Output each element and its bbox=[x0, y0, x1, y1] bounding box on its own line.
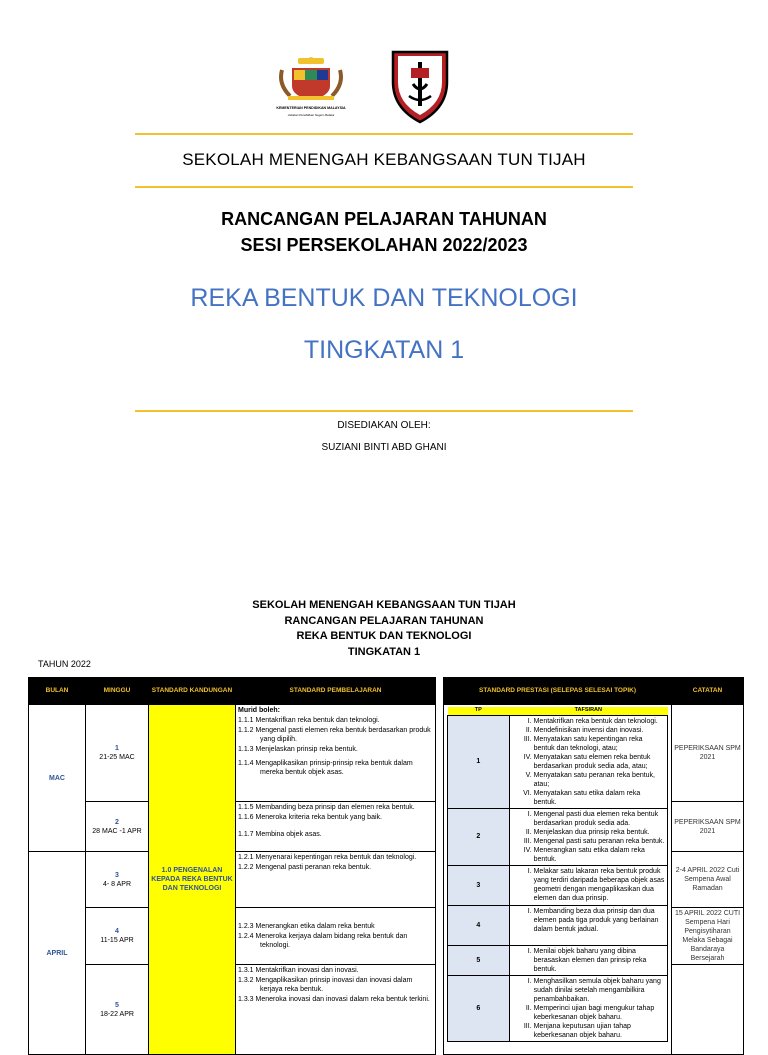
pembelajaran-cell bbox=[236, 705, 436, 802]
header-kandungan: STANDARD KANDUNGAN bbox=[149, 678, 236, 705]
divider-middle bbox=[135, 186, 633, 188]
svg-text:Jabatan Pendidikan Negeri Mela: Jabatan Pendidikan Negeri Melaka bbox=[287, 113, 335, 117]
tafsiran-cell bbox=[509, 905, 667, 945]
sp-item: 1.3.2 Mengaplikasikan prinsip inovasi dan inovasi dalam kerjaya reka bentuk. bbox=[238, 977, 413, 993]
sp-item: 1.1.4 Mengaplikasikan prinsip-prinsip reka bentuk dalam mereka bentuk objek asas. bbox=[238, 760, 413, 776]
catatan-cell: PEPERIKSAAN SPM 2021 bbox=[672, 705, 744, 802]
week-cell bbox=[86, 705, 149, 802]
week-number: 5 bbox=[115, 1001, 119, 1009]
sp-item: 1.1.2 Mengenal pasti elemen reka bentuk berdasarkan produk yang dipilih. bbox=[238, 727, 431, 743]
tp-level: 2 bbox=[448, 808, 510, 865]
sp-item: 1.1.5 Membanding beza prinsip dan elemen reka bentuk. bbox=[238, 804, 415, 811]
divider-top bbox=[135, 133, 633, 135]
week-number: 1 bbox=[115, 745, 119, 752]
tafsiran-cell bbox=[509, 865, 667, 905]
week-dates: 21-25 MAC bbox=[99, 754, 135, 761]
plan-title bbox=[0, 206, 768, 258]
tafsiran-item: I. Mentakrifkan reka bentuk dan teknologi. bbox=[534, 717, 665, 726]
svg-text:KEMENTERIAN PENDIDIKAN MALAYSI: KEMENTERIAN PENDIDIKAN MALAYSIA bbox=[276, 106, 346, 110]
month-mac: MAC bbox=[29, 705, 86, 852]
page2-plan: RANCANGAN PELAJARAN TAHUNAN bbox=[284, 614, 484, 627]
standard-kandungan: 1.0 PENGENALAN KEPADA REKA BENTUK DAN TEKNOLOGI bbox=[149, 705, 236, 1055]
sp-item: 1.1.6 Meneroka kriteria reka bentuk yang baik. bbox=[238, 814, 382, 821]
week-dates: 18-22 APR bbox=[100, 1010, 134, 1018]
sp-item: 1.1.3 Menjelaskan prinsip reka bentuk. bbox=[238, 746, 358, 753]
week-number: 3 bbox=[115, 871, 119, 879]
tp-level: 6 bbox=[448, 975, 510, 1041]
pembelajaran-cell bbox=[236, 908, 436, 965]
catatan-cell: 15 APRIL 2022 CUTI Sempena Hari Pengisytiharan Melaka Sebagai Bandaraya Bersejarah bbox=[672, 908, 744, 965]
tafsiran-row bbox=[448, 865, 668, 905]
school-crest-icon bbox=[393, 52, 447, 122]
tafsiran-table bbox=[447, 707, 668, 1042]
plan-title-line2: SESI PERSEKOLAHAN 2022/2023 bbox=[240, 235, 528, 255]
tafsiran-item: VI. Menyatakan satu etika dalam reka bentuk. bbox=[534, 789, 665, 807]
week-dates: 28 MAC -1 APR bbox=[92, 827, 142, 835]
tp-header: TP bbox=[448, 707, 510, 715]
page2-form: TINGKATAN 1 bbox=[347, 645, 421, 658]
tafsiran-header-row bbox=[448, 707, 668, 715]
sp-item: 1.2.1 Menyenarai kepentingan reka bentuk dan teknologi. bbox=[238, 854, 417, 861]
tafsiran-item: I. Membanding beza dua prinsip dan dua elemen pada tiga produk yang berlainan dalam bentuk jadual. bbox=[534, 907, 665, 934]
table-gap bbox=[436, 705, 444, 1055]
catatan-cell bbox=[672, 965, 744, 1055]
page2-subject: REKA BENTUK DAN TEKNOLOGI bbox=[296, 630, 472, 642]
tafsiran-item: IV. Menerangkan satu etika dalam reka bentuk. bbox=[534, 846, 665, 864]
table-row bbox=[29, 705, 744, 802]
week-cell bbox=[86, 965, 149, 1055]
tafsiran-item: II. Menjelaskan dua prinsip reka bentuk. bbox=[534, 828, 665, 837]
form-title: TINGKATAN 1 bbox=[303, 336, 465, 364]
tafsiran-item: IV. Menyatakan satu elemen reka bentuk berdasarkan produk sedia ada, atau; bbox=[534, 753, 665, 771]
tafsiran-row bbox=[448, 975, 668, 1041]
tafsiran-item: I. Menghasilkan semula objek baharu yang sudah dinilai setelah mengambilkira penambahbaikan. bbox=[534, 977, 665, 1004]
tafsiran-row bbox=[448, 715, 668, 808]
murid-boleh: Murid boleh: bbox=[238, 707, 280, 714]
prestasi-cell bbox=[444, 705, 672, 1055]
sp-item: 1.2.4 Meneroka kerjaya dalam bidang reka bentuk dan teknologi. bbox=[238, 932, 408, 949]
tafsiran-cell bbox=[509, 945, 667, 975]
header-catatan: CATATAN bbox=[672, 678, 744, 705]
tafsiran-item: V. Menyatakan satu peranan reka bentuk, atau; bbox=[534, 771, 665, 789]
table-header-row bbox=[29, 678, 744, 705]
tafsiran-item: II. Mendefinisikan invensi dan inovasi. bbox=[534, 726, 665, 735]
tafsiran-item: I. Mengenal pasti dua elemen reka bentuk berdasarkan produk sedia ada. bbox=[534, 810, 665, 828]
plan-title-line1: RANCANGAN PELAJARAN TAHUNAN bbox=[221, 209, 547, 229]
pembelajaran-cell bbox=[236, 965, 436, 1055]
sp-item: 1.3.1 Mentakrifkan inovasi dan inovasi. bbox=[238, 967, 359, 974]
month-april: APRIL bbox=[29, 852, 86, 1055]
pembelajaran-cell bbox=[236, 802, 436, 852]
week-number: 4 bbox=[115, 928, 119, 935]
week-dates: 11-15 APR bbox=[100, 937, 134, 944]
tafsiran-item: III. Mengenal pasti satu peranan reka bentuk. bbox=[534, 837, 665, 846]
tafsiran-item: III. Menyatakan satu kepentingan reka bentuk dan teknologi, atau; bbox=[534, 735, 665, 753]
week-dates: 4- 8 APR bbox=[102, 880, 131, 888]
ministry-logo bbox=[262, 56, 360, 120]
week-number: 2 bbox=[115, 818, 119, 826]
tp-level: 1 bbox=[448, 715, 510, 808]
sp-item: 1.2.3 Menerangkan etika dalam reka bentuk bbox=[238, 922, 375, 930]
tafsiran-row bbox=[448, 945, 668, 975]
author-name: SUZIANI BINTI ABD GHANI bbox=[321, 442, 447, 453]
week-cell bbox=[86, 802, 149, 852]
divider-bottom bbox=[135, 410, 633, 412]
tp-level: 5 bbox=[448, 945, 510, 975]
week-cell bbox=[86, 852, 149, 908]
tafsiran-item: II. Memperinci ujian bagi mengukur tahap keberkesanan objek baharu. bbox=[534, 1004, 665, 1022]
sp-item: 1.1.7 Membina objek asas. bbox=[238, 831, 322, 838]
lesson-plan-table bbox=[28, 677, 744, 1055]
tafsiran-row bbox=[448, 905, 668, 945]
sp-item: 1.3.3 Meneroka inovasi dan inovasi dalam reka bentuk terkini. bbox=[238, 996, 430, 1003]
tafsiran-cell bbox=[509, 808, 667, 865]
tafsiran-cell bbox=[509, 715, 667, 808]
school-logo bbox=[389, 44, 451, 124]
tafsiran-item: I. Melakar satu lakaran reka bentuk produk yang terdiri daripada beberapa objek asas geometri dengan mengaplikasikan dua elemen dan dua prinsip. bbox=[534, 867, 665, 903]
sp-item: 1.1.1 Mentakrifkan reka bentuk dan teknologi. bbox=[238, 717, 380, 724]
tafsiran-header: TAFSIRAN bbox=[509, 707, 667, 715]
header-prestasi: STANDARD PRESTASI (SELEPAS SELESAI TOPIK) bbox=[444, 678, 672, 705]
ministry-crest-icon bbox=[281, 57, 341, 100]
school-name: SEKOLAH MENENGAH KEBANGSAAN TUN TIJAH bbox=[182, 150, 586, 169]
week-cell bbox=[86, 908, 149, 965]
header-bulan: BULAN bbox=[29, 678, 86, 705]
sp-item: 1.2.2 Mengenal pasti peranan reka bentuk. bbox=[238, 864, 372, 871]
subject-title: REKA BENTUK DAN TEKNOLOGI bbox=[190, 284, 578, 312]
tp-level: 3 bbox=[448, 865, 510, 905]
prepared-by-label: DISEDIAKAN OLEH: bbox=[337, 420, 431, 431]
tafsiran-row bbox=[448, 808, 668, 865]
catatan-cell: PEPERIKSAAN SPM 2021 bbox=[672, 802, 744, 852]
header-gap bbox=[436, 678, 444, 705]
header-pembelajaran: STANDARD PEMBELAJARAN bbox=[236, 678, 436, 705]
tafsiran-cell bbox=[509, 975, 667, 1041]
year-label: TAHUN 2022 bbox=[38, 659, 91, 669]
tp-level: 4 bbox=[448, 905, 510, 945]
page2-heading bbox=[0, 598, 768, 660]
catatan-cell: 2-4 APRIL 2022 Cuti Sempena Awal Ramadan bbox=[672, 852, 744, 908]
page2-school: SEKOLAH MENENGAH KEBANGSAAN TUN TIJAH bbox=[252, 599, 516, 611]
header-minggu: MINGGU bbox=[86, 678, 149, 705]
tafsiran-item: III. Menjana keputusan ujian tahap keberkesanan objek baharu. bbox=[534, 1022, 665, 1040]
pembelajaran-cell bbox=[236, 852, 436, 908]
tafsiran-item: I. Menilai objek baharu yang dibina berasaskan elemen dan prinsip reka bentuk. bbox=[534, 947, 665, 974]
